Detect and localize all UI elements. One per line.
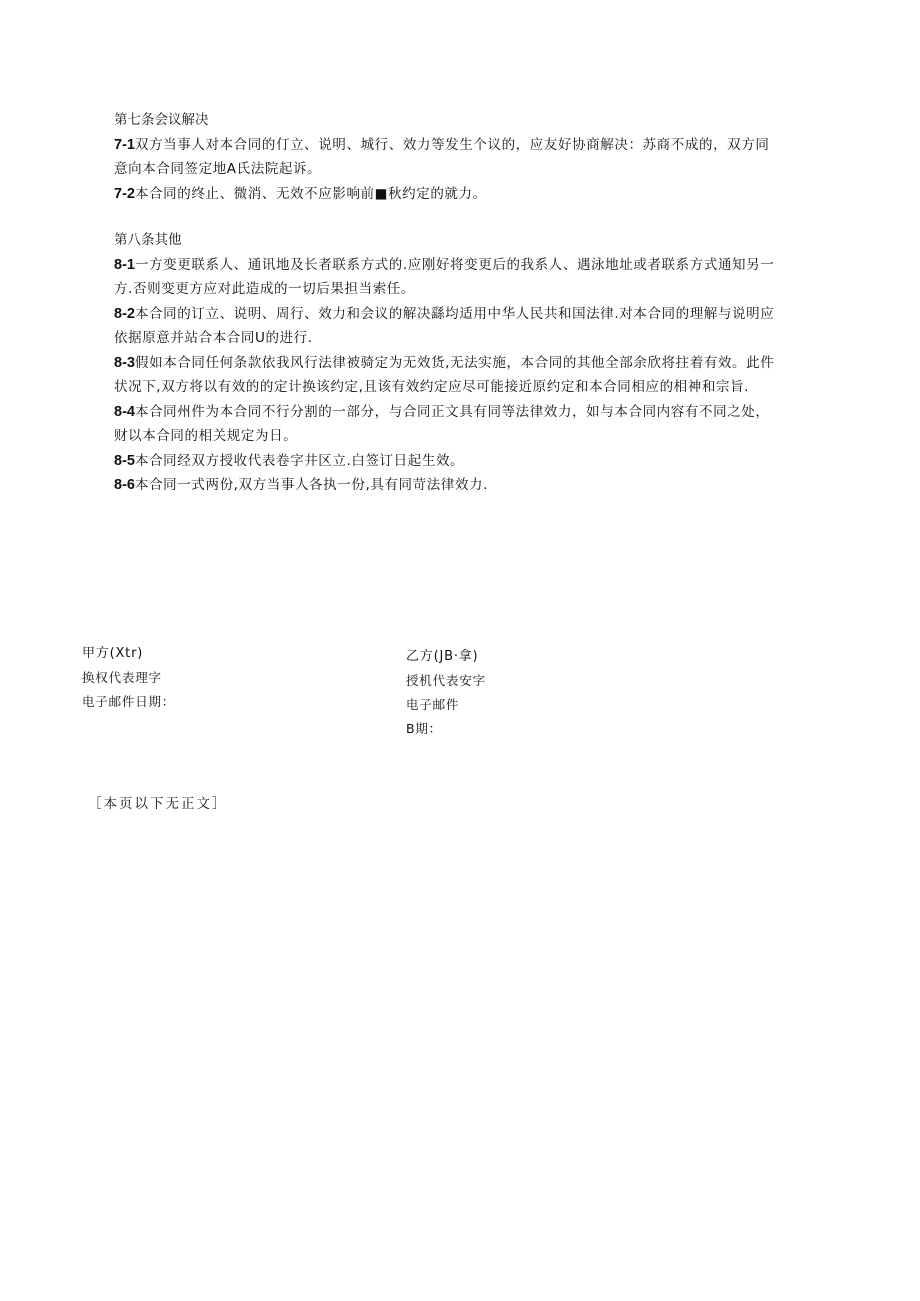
clause-text: 本合同的订立、说明、周行、效力和会议的解决繇均适用中华人民共和国法律.对本合同的理解与说明应 [134,305,775,322]
party-b-date: B期： [406,721,442,736]
clause-number: 8-6 [114,477,135,493]
clause-number: 8-3 [114,354,135,371]
clause-8-2 [114,302,844,327]
party-b-representative: 授机代表安字 [406,673,486,688]
article-7-heading: 第七条会议解决 [114,112,209,128]
clause-number: 7-2 [114,185,135,202]
clause-number: 8-1 [114,256,135,273]
clause-text: 一方变更联系人、通讯地及长者联系方式的.应刚好将变更后的我系人、遇泳地址或者联系方式通知另一 [134,256,775,273]
clause-7-1 [114,133,844,158]
clause-8-4-cont: 财以本合同的相关规定为日。 [114,428,298,444]
clause-8-1 [114,253,844,278]
clause-text: 本合同一式两份,双方当事人各执一份,具有同苛法律效力. [134,477,489,493]
clause-number: 8-5 [114,452,135,469]
article-7 [114,108,844,206]
clause-8-6 [114,473,844,498]
clause-number: 8-2 [114,305,135,322]
clause-text: 本合同的终止、微消、无效不应影响前■秋约定的就力。 [134,185,487,202]
clause-text: 本合同经双方授收代表卷字井区立.白签订日起生效。 [134,452,465,469]
clause-8-4 [114,400,844,425]
party-a-signature [82,642,175,714]
party-b-signature [406,645,486,741]
party-b-title: 乙方(JB·拿) [406,649,479,664]
article-8 [114,228,844,498]
party-a-representative: 换权代表理字 [82,670,162,685]
clause-7-2 [114,182,844,207]
clause-8-3 [114,351,844,376]
clause-text: 双方当事人对本合同的仃立、说明、城行、效力等发生个议的，应友好协商解决：苏商不成的，双方同 [134,136,770,153]
article-8-heading: 第八条其他 [114,232,182,248]
clause-8-1-cont: 方.否则变更方应对此造成的一切后果担当索任。 [114,281,415,297]
clause-text: 假如本合同任何条款依我风行法律被骑定为无效货,无法实施，本合同的其他全部余欣将拄着有效。此件 [134,354,775,371]
clause-number: 7-1 [114,136,135,153]
party-a-email-date: 电子邮件日期： [82,694,176,709]
clause-8-5 [114,449,844,474]
clause-8-2-cont: 依据原意并站合本合同U的进行. [114,330,313,346]
clause-number: 8-4 [114,403,135,420]
clause-text: 本合同州件为本合同不行分割的一部分，与合同正文具有同等法律效力，如与本合同内容有不同之处， [134,403,770,420]
clause-7-1-cont: 意向本合同签定地A氏法院起诉。 [114,161,322,177]
end-of-text-note: ［本页以下无正文］ [88,796,228,812]
party-b-email: 电子邮件 [406,697,460,712]
party-a-title: 甲方(Xtr) [82,646,144,661]
clause-8-3-cont: 状况下,双方将以有效的的定计换该约定,且该有效约定应尽可能接近原约定和本合同相应的相神和宗旨. [114,379,750,395]
